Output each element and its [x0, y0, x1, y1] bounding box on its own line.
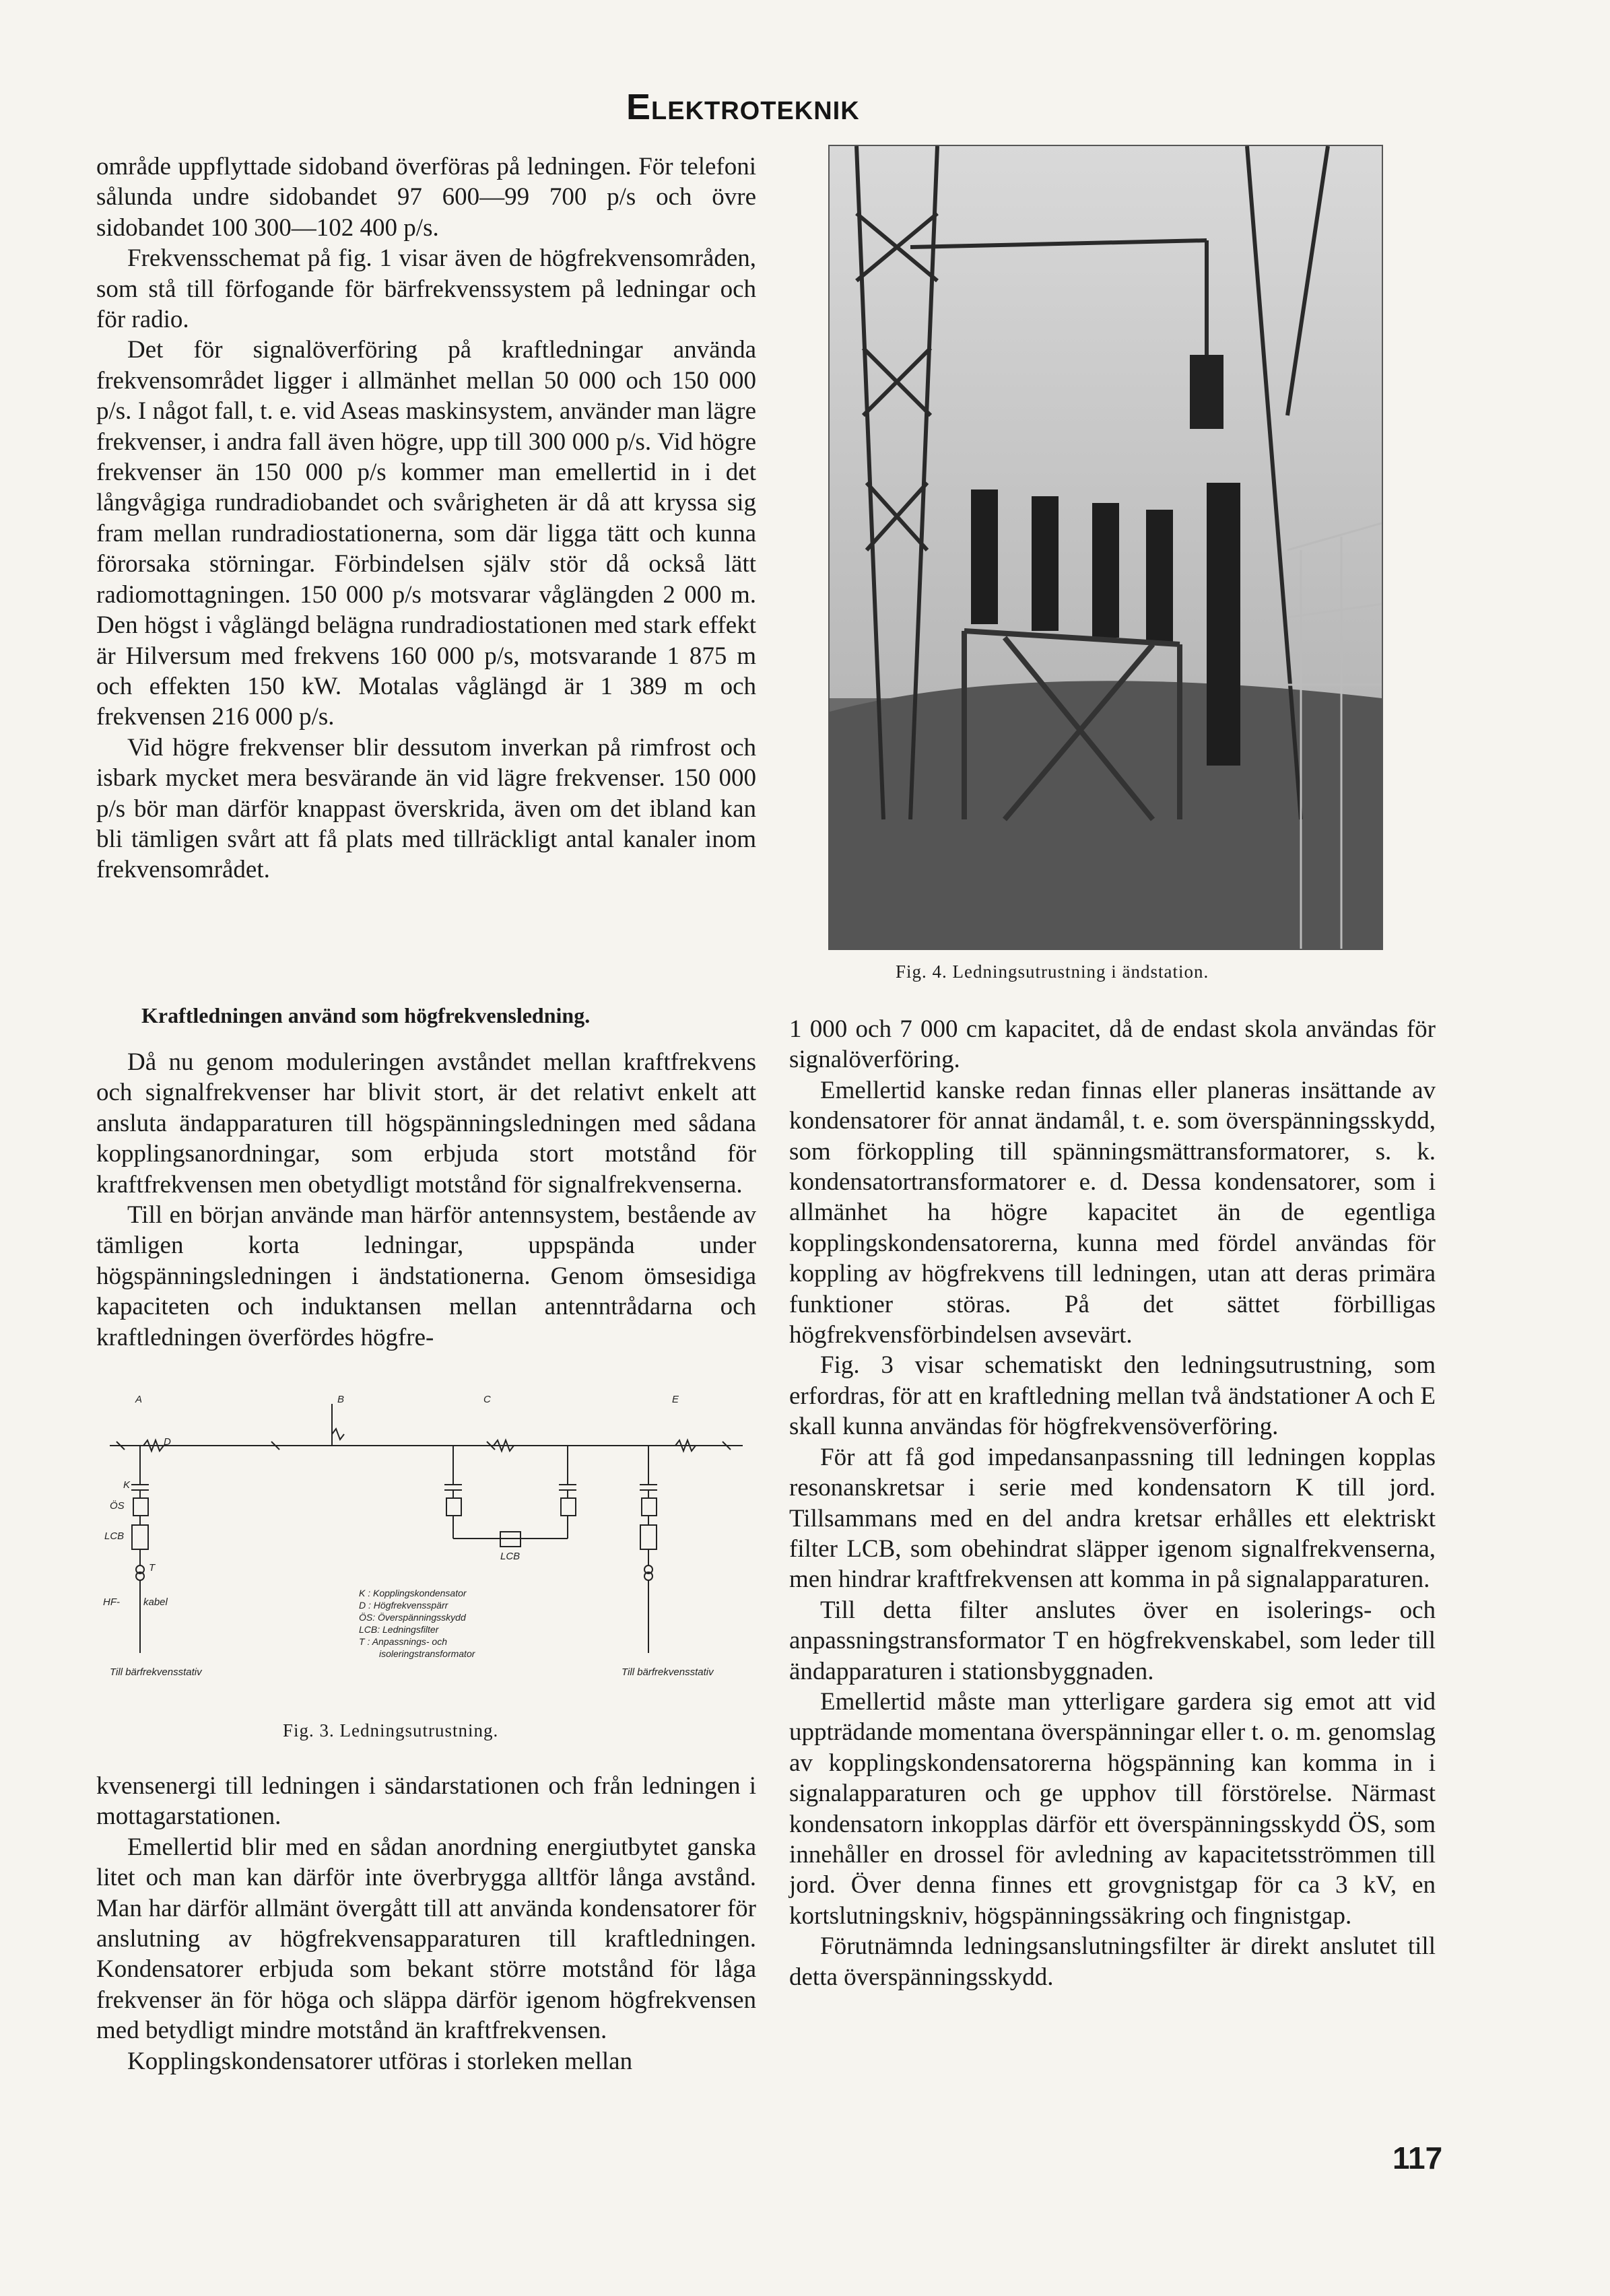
- label-e: E: [672, 1394, 679, 1405]
- left-column-top: [96, 151, 756, 885]
- label-a: A: [135, 1394, 143, 1405]
- paragraph: Fig. 3 visar schematiskt den ledningsutrustning, som erfordras, för att en kraftledning mellan två ändstationer A och E skall kunna användas för högfrekvensöverföring.: [789, 1351, 1436, 1441]
- paragraph: 1 000 och 7 000 cm kapacitet, då de endast skola användas för signalöverföring.: [789, 1015, 1436, 1074]
- paragraph: Emellertid kanske redan finnas eller planeras insättande av kondensatorer för annat ändamål, t. e. som överspänningsskydd, som förkoppling till spänningsmättransformatorer, s. k. kondensatortransformatorer e. d. Dessa kondensatorer, som i allmänhet ha högre kapacitet än de egentliga kopplingskondensatorerna, kunna med fördel användas för koppling av högfrekvens till ledningen, utan att deras primära funktioner störas. På det sättet förbilligas högfrekvensförbindelsen avsevärt.: [789, 1076, 1436, 1349]
- paragraph: kvensenergi till ledningen i sändarstationen och från ledningen i mottagarstationen.: [96, 1772, 756, 1831]
- paragraph: område uppflyttade sidoband överföras på ledningen. För telefoni sålunda undre sidobandet 97 600—99 700 p/s och övre sidobandet 100 300—102 400 p/s.: [96, 153, 756, 242]
- paragraph: Vid högre frekvenser blir dessutom inverkan på rimfrost och isbark mycket mera besvärande än vid lägre frekvenser. 150 000 p/s bör man därför knappast överskrida, även om det ibland kan bli tämligen svårt att få plats med tillräckligt antal kanaler inom frekvensområdet.: [96, 733, 756, 884]
- left-column-middle: [96, 1047, 756, 1353]
- label-kabel: kabel: [143, 1596, 168, 1608]
- paragraph: Emellertid måste man ytterligare gardera sig emot att vid uppträdande momentana överspänningar eller t. o. m. genomslag av kopplingskondensatorerna högspänning kan komma in i signalapparaturen och ge upphov till förstörelse. Närmast kondensatorn inkopplas därför ett överspänningsskydd ÖS, som innehåller en drossel för avledning av kapacitetsströmmen till jord. Över denna finnes ett grovgnistgap för ca 3 kV, en kortslutningskniv, högspänningssäkring och fingnistgap.: [789, 1687, 1436, 1930]
- label-k: K: [123, 1479, 131, 1491]
- paragraph: Till detta filter anslutes över en isolerings- och anpassningstransformator T en högfrekvenskabel, som leder till ändapparaturen i stationsbyggnaden.: [789, 1596, 1436, 1685]
- fig3-caption: Fig. 3. Ledningsutrustning.: [283, 1720, 499, 1741]
- schematic-legend: K : Kopplingskondensator D : Högfrekvensspärr ÖS: Överspänningsskydd LCB: Ledningsfilter T : Anpassnings- och isoleringstransformator: [359, 1588, 475, 1659]
- right-column: [789, 1014, 1436, 1992]
- substation-photo: [830, 146, 1382, 949]
- figure-4-photo: [828, 145, 1383, 950]
- bottom-left-label: Till bärfrekvensstativ: [110, 1666, 202, 1678]
- page-header: Elektroteknik: [626, 87, 860, 127]
- figure-3-schematic: [96, 1394, 756, 1700]
- label-lcb-c: LCB: [500, 1551, 521, 1562]
- label-b: B: [337, 1394, 345, 1405]
- paragraph: Emellertid blir med en sådan anordning energiutbytet ganska litet och man kan därför inte överbrygga alltför långa avstånd. Man har därför allmänt övergått till att använda kondensatorer för anslutning av högfrekvensapparaturen till kraftledningen. Kondensatorer erbjuda som bekant större motstånd för låga frekvenser än för höga och släppa därför igenom högfrekvensen med betydligt mindre motstånd än kraftfrekvensen.: [96, 1833, 756, 2045]
- label-lcb: LCB: [104, 1530, 125, 1542]
- label-d: D: [164, 1436, 171, 1448]
- page-number: 117: [1393, 2140, 1443, 2175]
- paragraph: Det för signalöverföring på kraftledningar använda frekvensområdet ligger i allmänhet mellan 50 000 och 150 000 p/s. I något fall, t. e. vid Aseas maskinsystem, använder man lägre frekvenser, i andra fall även högre, upp till 300 000 p/s. Vid högre frekvenser än 150 000 p/s kommer man emellertid in i det långvågiga rundradiobandet och svårigheten är då att kryssa sig fram mellan rundradiostationerna, som där ligga tätt och kunna förorsaka störningar. Förbindelsen själv stör då också lätt radiomottagningen. 150 000 p/s motsvarar våglängden 2 000 m. Den högst i våglängd belägna rundradiostationen med stark effekt är Hilversum med frekvens 160 000 p/s, motsvarande 1 875 m och effekten 150 kW. Motalas våglängd är 1 389 m och frekvensen 216 000 p/s.: [96, 336, 756, 731]
- paragraph: Frekvensschemat på fig. 1 visar även de högfrekvensområden, som stå till förfogande för bärfrekvenssystem på ledningar och för radio.: [96, 244, 756, 334]
- paragraph: Förutnämnda ledningsanslutningsfilter är direkt anslutet till detta överspänningsskydd.: [789, 1932, 1436, 1991]
- label-hf: HF-: [103, 1596, 120, 1608]
- fig4-caption: Fig. 4. Ledningsutrustning i ändstation.: [896, 961, 1209, 982]
- paragraph: Kopplingskondensatorer utföras i storleken mellan: [127, 2047, 633, 2075]
- paragraph: Då nu genom moduleringen avståndet mellan kraftfrekvens och signalfrekvenser har blivit stort, är det relativt enkelt att ansluta ändapparaturen till högspänningsledningen med sådana kopplingsanordningar, som erbjuda stort motstånd för kraftfrekvensen men obetydligt motstånd för signalfrekvenserna.: [96, 1048, 756, 1198]
- paragraph: För att få god impedansanpassning till ledningen kopplas resonanskretsar i serie med kondensatorn K till jord. Tillsammans med en del andra kretsar erhålles ett elektriskt filter LCB, som obehindrat släpper igenom signalfrekvenserna, men hindrar kraftfrekvensen att komma in på signalapparaturen.: [789, 1443, 1436, 1594]
- left-column-bottom: [96, 1771, 756, 2076]
- label-os: ÖS: [110, 1500, 125, 1512]
- section-heading: Kraftledningen använd som högfrekvensledning.: [141, 1003, 591, 1027]
- label-c: C: [483, 1394, 491, 1405]
- label-t: T: [149, 1562, 156, 1574]
- paragraph: Till en början använde man härför antennsystem, bestående av tämligen korta ledningar, uppspända under högspänningsledningen i ändstationerna. Genom ömsesidiga kapaciteten och induktansen mellan antenntrådarna och kraftledningen överfördes högfre-: [96, 1201, 756, 1351]
- bottom-right-label: Till bärfrekvensstativ: [622, 1666, 714, 1678]
